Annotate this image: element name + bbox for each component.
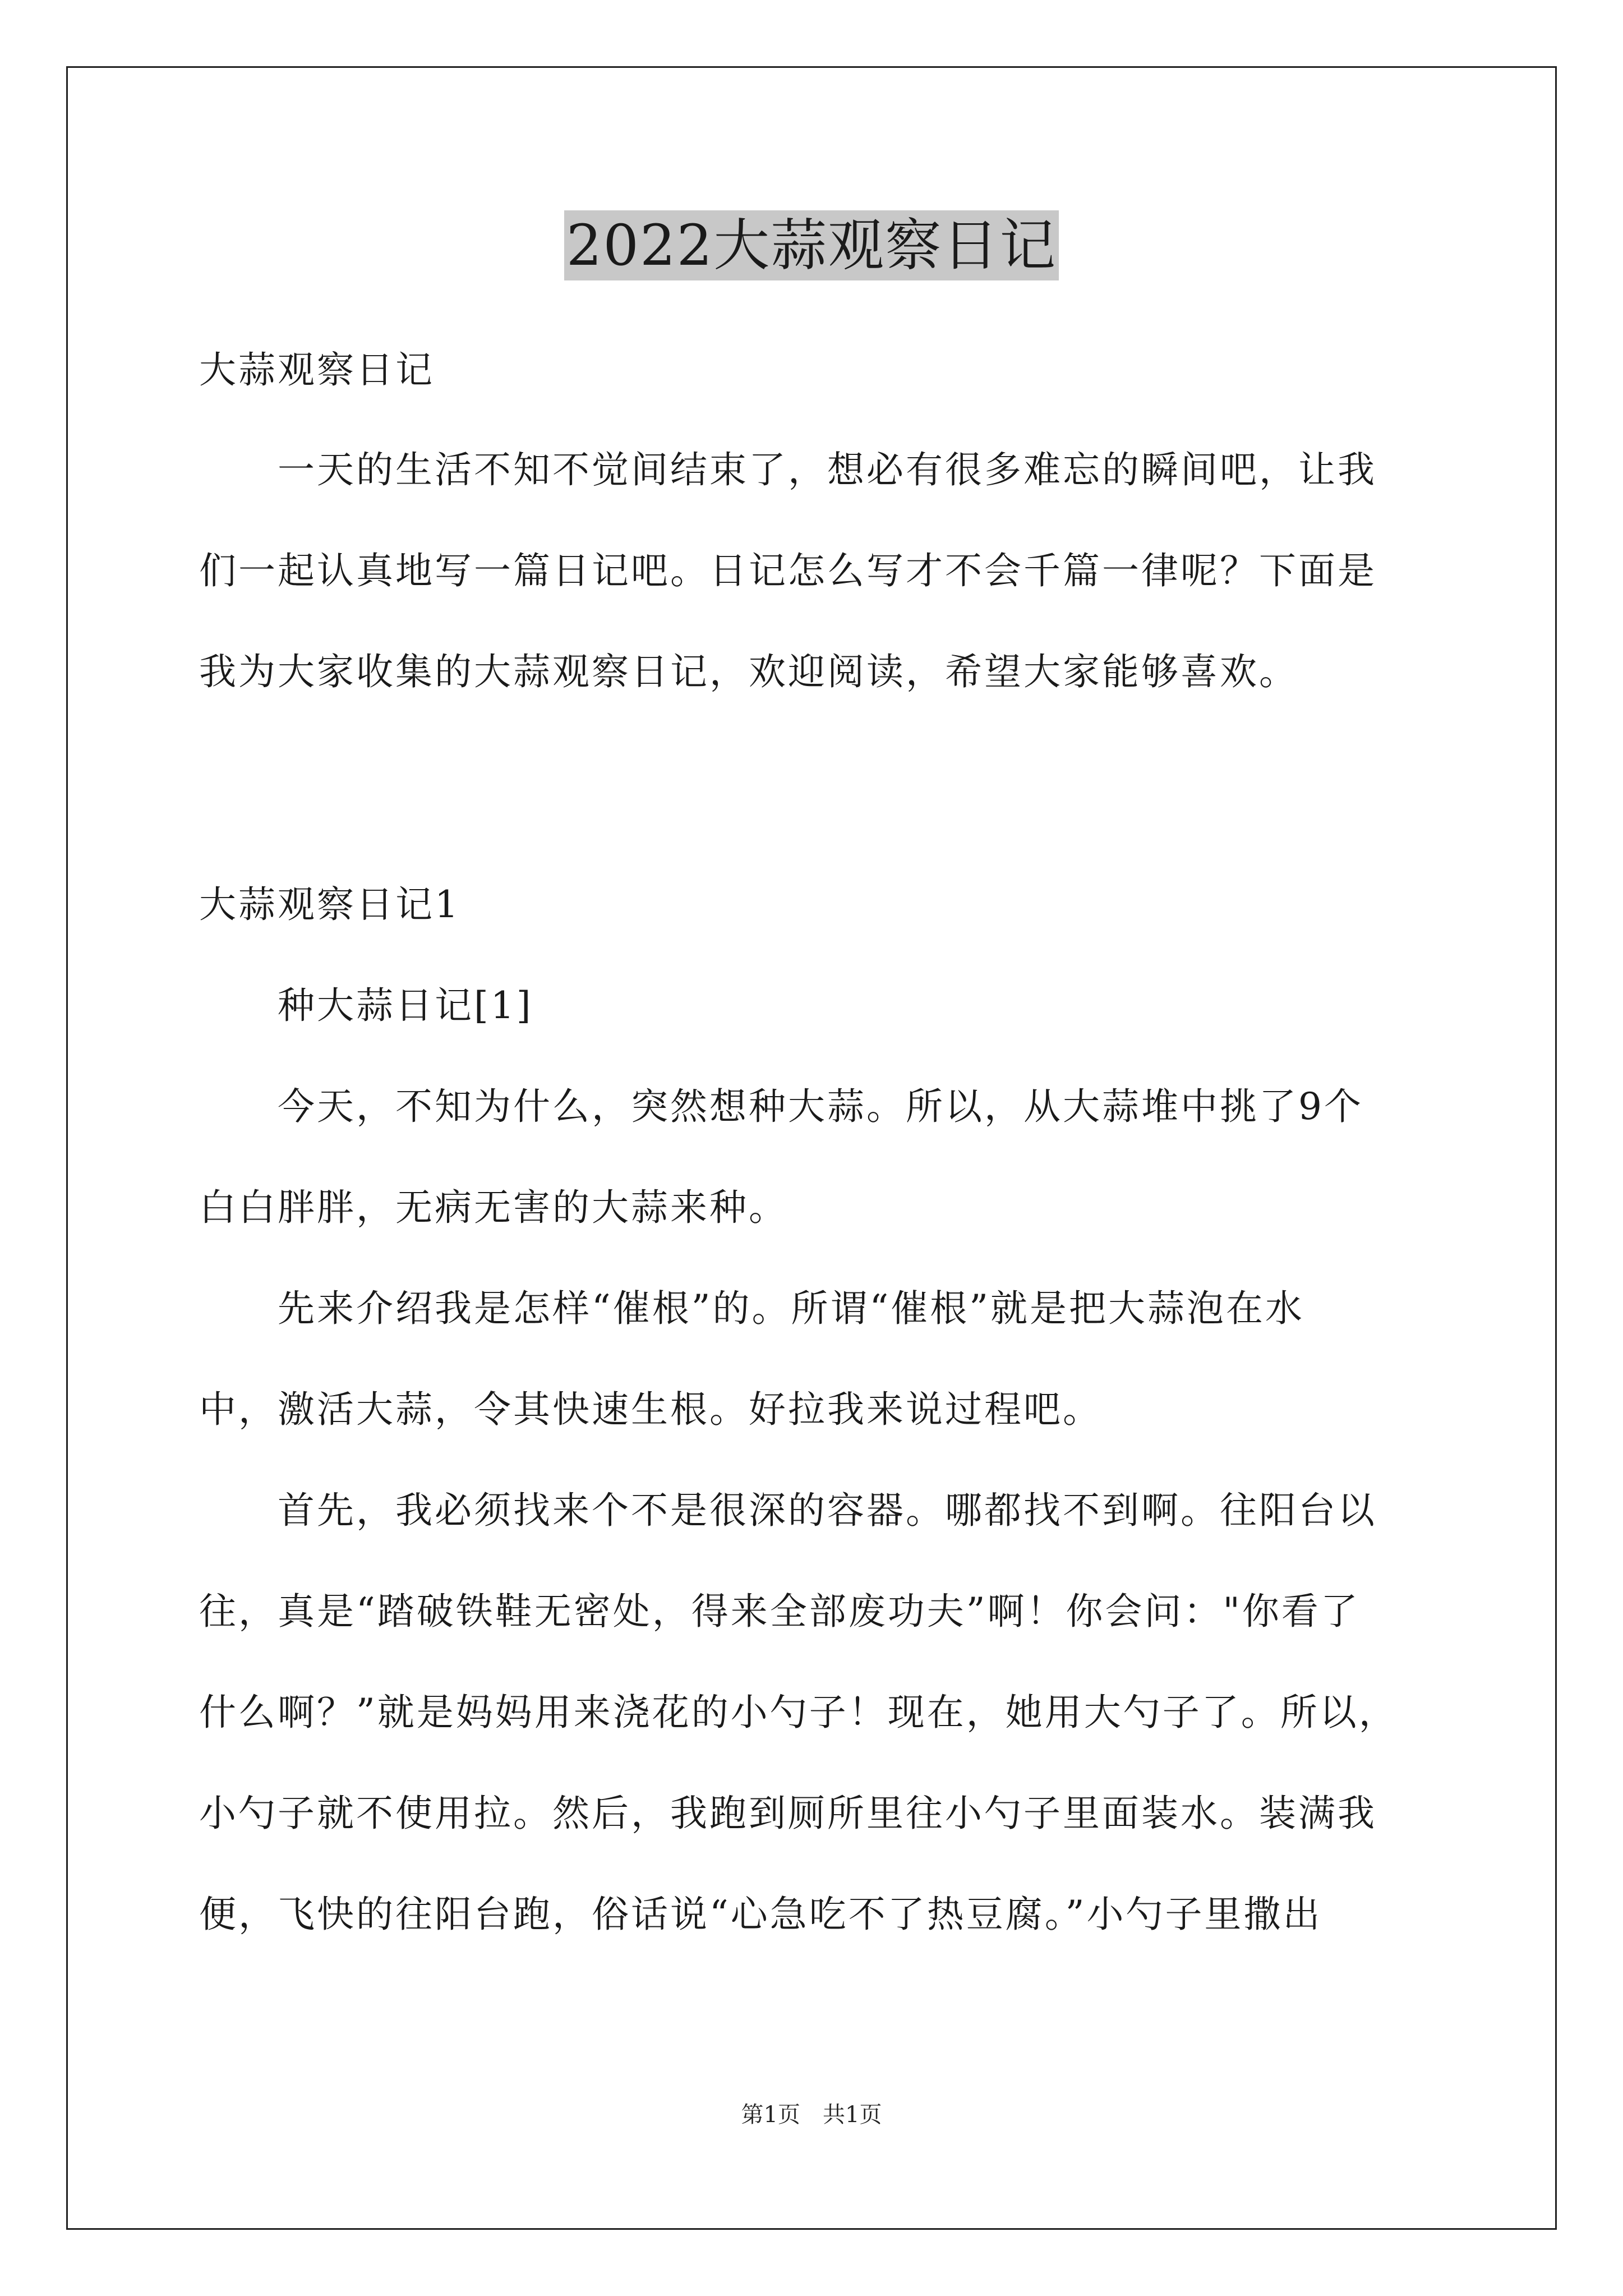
page-footer [0,2101,1623,2129]
paragraph-line: 首先，我必须找来个不是很深的容器。哪都找不到啊。往阳台以 [278,1489,1377,1532]
document-title: 2022大蒜观察日记 [564,210,1059,280]
paragraph-line: 先来介绍我是怎样“催根”的。所谓“催根”就是把大蒜泡在水 [278,1287,1304,1330]
paragraph-line: 今天，不知为什么，突然想种大蒜。所以，从大蒜堆中挑了9个 [278,1085,1363,1128]
subheading-line: 种大蒜日记[1] [278,984,533,1027]
heading-line: 大蒜观察日记 [199,348,435,392]
paragraph-line: 白白胖胖，无病无害的大蒜来种。 [199,1186,788,1229]
heading-line: 大蒜观察日记1 [199,883,460,926]
paragraph-line: 便，飞快的往阳台跑，俗话说“心急吃不了热豆腐。”小勺子里撒出 [199,1893,1322,1936]
paragraph-line: 中，激活大蒜，令其快速生根。好拉我来说过程吧。 [199,1388,1102,1431]
paragraph-line: 我为大家收集的大蒜观察日记，欢迎阅读，希望大家能够喜欢。 [199,650,1298,693]
paragraph-line: 一天的生活不知不觉间结束了，想必有很多难忘的瞬间吧，让我 [278,448,1377,491]
page-number: 第1页 共1页 [741,2102,882,2128]
paragraph-line: 往，真是“踏破铁鞋无密处，得来全部废功夫”啊！你会问："你看了 [199,1590,1360,1633]
paragraph-line: 小勺子就不使用拉。然后，我跑到厕所里往小勺子里面装水。装满我 [199,1792,1377,1835]
paragraph-line: 们一起认真地写一篇日记吧。日记怎么写才不会千篇一律呢？下面是 [199,549,1377,592]
title-container [0,210,1623,280]
paragraph-line: 什么啊？”就是妈妈用来浇花的小勺子！现在，她用大勺子了。所以， [199,1691,1398,1734]
